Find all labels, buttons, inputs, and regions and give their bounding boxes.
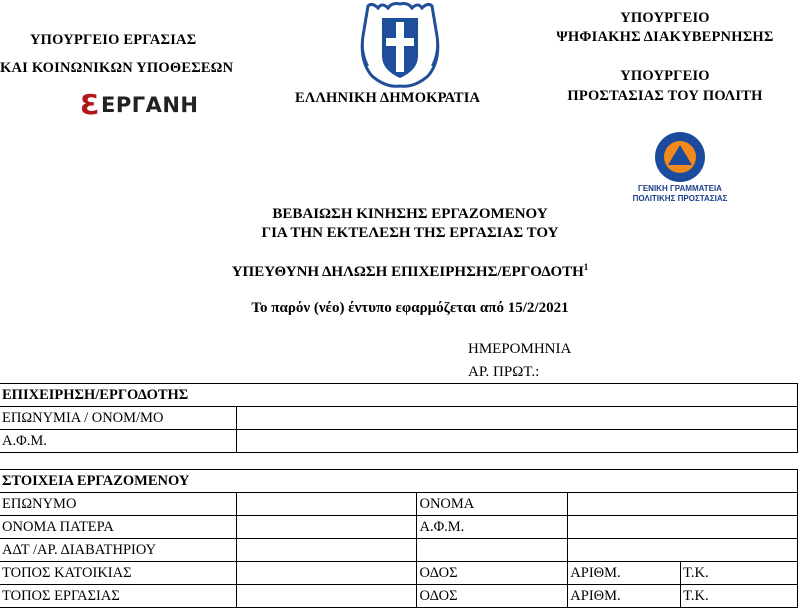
declaration-subtitle-text: ΥΠΕΥΘΥΝΗ ΔΗΛΩΣΗ ΕΠΙΧΕΙΡΗΣΗΣ/ΕΡΓΟΔΟΤΗ — [231, 264, 584, 280]
title-line1: ΒΕΒΑΙΩΣΗ ΚΙΝΗΣΗΣ ΕΡΓΑΖΟΜΕΝΟΥ — [272, 206, 548, 222]
work-street-label: ΟΔΟΣ — [417, 585, 568, 608]
republic-label: ΕΛΛΗΝΙΚΗ ΔΗΜΟΚΡΑΤΙΑ — [295, 90, 481, 106]
id-label: ΑΔΤ /ΑΡ. ΔΙΑΒΑΤΗΡΙΟΥ — [0, 539, 236, 562]
residence-number-label: ΑΡΙΘΜ. — [568, 562, 681, 585]
ergani-logo — [80, 88, 199, 121]
footnote-marker: 1 — [583, 262, 589, 272]
table-row — [0, 585, 798, 608]
name-label: ΟΝΟΜΑ — [417, 493, 568, 516]
residence-street-label: ΟΔΟΣ — [417, 562, 568, 585]
ministry-labour-line1: ΥΠΟΥΡΓΕΙΟ ΕΡΓΑΣΙΑΣ — [30, 32, 197, 48]
protocol-label: ΑΡ. ΠΡΩΤ.: — [468, 364, 540, 380]
employer-heading-row — [0, 384, 798, 407]
work-number-label: ΑΡΙΘΜ. — [568, 585, 681, 608]
father-name-label: ΟΝΟΜΑ ΠΑΤΕΡΑ — [0, 516, 236, 539]
declaration-subtitle — [0, 262, 800, 281]
effective-date-note: Το παρόν (νέο) έντυπο εφαρμόζεται από 15/2/2021 — [251, 300, 569, 316]
civil-protection-caption-line2: ΠΟΛΙΤΙΚΗΣ ΠΡΟΣΤΑΣΙΑΣ — [632, 194, 728, 203]
employee-table — [0, 469, 798, 608]
employer-heading: ΕΠΙΧΕΙΡΗΣΗ/ΕΡΓΟΔΟΤΗΣ — [0, 384, 798, 407]
employee-heading: ΣΤΟΙΧΕΙΑ ΕΡΓΑΖΟΜΕΝΟΥ — [0, 470, 798, 493]
civil-protection-emblem-icon — [642, 130, 718, 184]
civil-protection-caption-line1: ΓΕΝΙΚΗ ΓΡΑΜΜΑΤΕΙΑ — [638, 184, 722, 193]
work-place-label: ΤΟΠΟΣ ΕΡΓΑΣΙΑΣ — [0, 585, 236, 608]
ergani-mark-icon: Ɛ — [80, 88, 100, 121]
title-line2: ΓΙΑ ΤΗΝ ΕΚΤΕΛΕΣΗ ΤΗΣ ΕΡΓΑΣΙΑΣ ΤΟΥ — [261, 225, 559, 241]
greek-coat-of-arms-icon — [358, 0, 442, 90]
employee-afm-field[interactable] — [568, 516, 798, 539]
employer-afm-field[interactable] — [236, 430, 797, 453]
name-field[interactable] — [568, 493, 798, 516]
ministry-digital-line2: ΨΗΦΙΑΚΗΣ ΔΙΑΚΥΒΕΡΝΗΣΗΣ — [556, 29, 774, 45]
employer-table — [0, 383, 798, 453]
table-row — [0, 539, 798, 562]
ministry-labour-line2: ΚΑΙ ΚΟΙΝΩΝΙΚΩΝ ΥΠΟΘΕΣΕΩΝ — [0, 60, 234, 76]
ministry-digital-line1: ΥΠΟΥΡΓΕΙΟ — [620, 10, 710, 26]
residence-label: ΤΟΠΟΣ ΚΑΤΟΙΚΙΑΣ — [0, 562, 236, 585]
employer-name-field[interactable] — [236, 407, 797, 430]
ministry-protection-line2: ΠΡΟΣΤΑΣΙΑΣ ΤΟΥ ΠΟΛΙΤΗ — [567, 88, 763, 104]
empty-cell — [417, 539, 568, 562]
empty-cell — [568, 539, 798, 562]
employee-heading-row — [0, 470, 798, 493]
surname-field[interactable] — [236, 493, 417, 516]
table-row — [0, 407, 798, 430]
id-field[interactable] — [236, 539, 417, 562]
residence-field[interactable] — [236, 562, 417, 585]
father-name-field[interactable] — [236, 516, 417, 539]
ministry-protection-line1: ΥΠΟΥΡΓΕΙΟ — [620, 68, 710, 84]
table-row — [0, 430, 798, 453]
date-label: ΗΜΕΡΟΜΗΝΙΑ — [468, 341, 572, 357]
work-place-field[interactable] — [236, 585, 417, 608]
work-postal-label: Τ.Κ. — [681, 585, 798, 608]
employer-afm-label: Α.Φ.Μ. — [0, 430, 236, 453]
table-row — [0, 562, 798, 585]
table-row — [0, 516, 798, 539]
employer-name-label: ΕΠΩΝΥΜΙΑ / ΟΝΟΜ/ΜΟ — [0, 407, 236, 430]
ergani-logo-text: ΕΡΓΑΝΗ — [100, 92, 199, 117]
table-row — [0, 493, 798, 516]
residence-postal-label: Τ.Κ. — [681, 562, 798, 585]
surname-label: ΕΠΩΝΥΜΟ — [0, 493, 236, 516]
employee-afm-label: Α.Φ.Μ. — [417, 516, 568, 539]
